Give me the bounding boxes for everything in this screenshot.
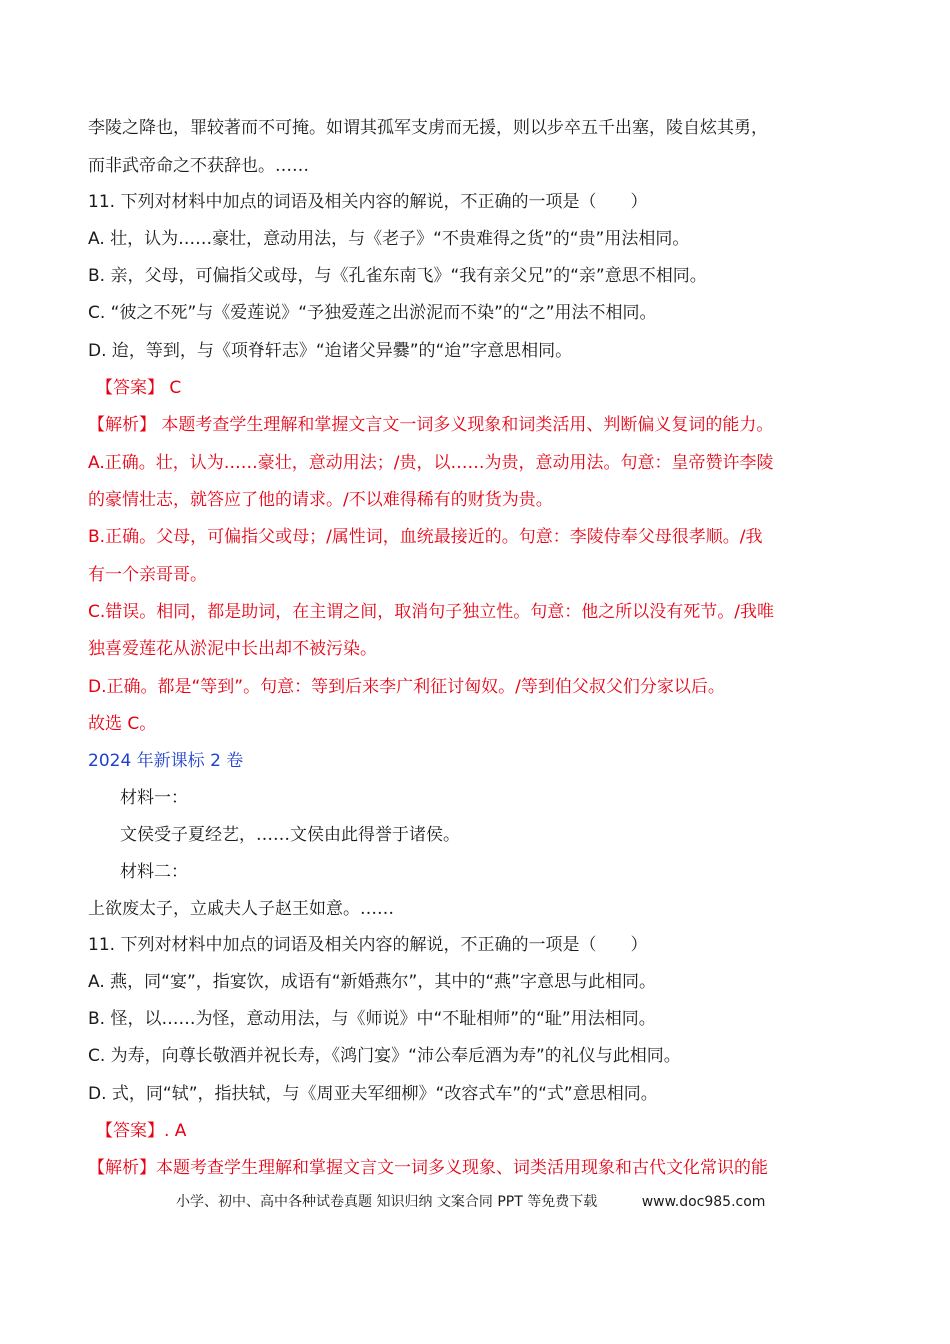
material-label: 材料一： [120, 788, 188, 808]
answer-value: . A [164, 1121, 187, 1141]
explanation-a: 的豪情壮志，就答应了他的请求。/不以难得稀有的财货为贵。 [88, 490, 553, 510]
explanation-d: D.正确。都是“等到”。句意：等到后来李广利征讨匈奴。/等到伯父叔父们分家以后。 [88, 677, 725, 697]
material-text: 上欲废太子，立戚夫人子赵王如意。…… [88, 899, 394, 919]
answer [96, 376, 876, 400]
option-c: C. 为寿，向尊长敬酒并祝长寿，《鸿门宴》“沛公奉卮酒为寿”的礼仪与此相同。 [88, 1046, 681, 1066]
analysis-label: 【解析】 [88, 415, 156, 435]
section-title: 2024 年新课标 2 卷 [88, 751, 244, 771]
passage-line: 李陵之降也，罪较著而不可掩。如谓其孤军支虏而无援，则以步卒五千出塞，陵自炫其勇， [88, 118, 768, 138]
answer-label: 【答案】 [96, 378, 164, 398]
answer-value: C [169, 378, 182, 398]
footer-url[interactable]: www.doc985.com [641, 1194, 766, 1210]
explanation-a: A.正确。壮，认为……豪壮，意动用法；/贵，以……为贵，意动用法。句意：皇帝赞许李陵 [88, 453, 774, 473]
conclusion: 故选 C。 [88, 714, 157, 734]
page-footer [176, 1192, 876, 1212]
footer-text: 小学、初中、高中各种试卷真题 知识归纳 文案合同 PPT 等免费下载 [176, 1194, 598, 1210]
option-a: A. 燕，同“宴”，指宴饮，成语有“新婚燕尔”，其中的“燕”字意思与此相同。 [88, 972, 656, 992]
explanation-c: C.错误。相同，都是助词，在主谓之间，取消句子独立性。句意：他之所以没有死节。/我唯 [88, 602, 774, 622]
explanation-b: 有一个亲哥哥。 [88, 565, 207, 585]
option-d: D. 式，同“轼”，指扶轼，与《周亚夫军细柳》“改容式车”的“式”意思相同。 [88, 1084, 658, 1104]
option-d: D. 迨，等到，与《项脊轩志》“迨诸父异爨”的“迨”字意思相同。 [88, 341, 573, 361]
option-a: A. 壮，认为……豪壮，意动用法，与《老子》“不贵难得之货”的“贵”用法相同。 [88, 229, 690, 249]
analysis-label: 【解析】 [88, 1158, 156, 1178]
material-text: 文侯受子夏经艺，……文侯由此得誉于诸侯。 [120, 825, 460, 845]
answer-label: 【答案】 [96, 1121, 164, 1141]
question-stem: 11. 下列对材料中加点的词语及相关内容的解说，不正确的一项是（ ） [88, 935, 648, 955]
question-stem: 11. 下列对材料中加点的词语及相关内容的解说，不正确的一项是（ ） [88, 192, 648, 212]
analysis-intro: 【解析】本题考查学生理解和掌握文言文一词多义现象、词类活用现象和古代文化常识的能 [88, 1158, 768, 1178]
option-b: B. 亲，父母，可偏指父或母，与《孔雀东南飞》“我有亲父兄”的“亲”意思不相同。 [88, 266, 707, 286]
option-b: B. 怪，以……为怪，意动用法，与《师说》中“不耻相师”的“耻”用法相同。 [88, 1009, 656, 1029]
material-label: 材料二： [120, 862, 188, 882]
explanation-c: 独喜爱莲花从淤泥中长出却不被污染。 [88, 639, 377, 659]
explanation-b: B.正确。父母，可偏指父或母；/属性词，血统最接近的。句意：李陵侍奉父母很孝顺。/我 [88, 527, 763, 547]
analysis-intro: 【解析】 本题考查学生理解和掌握文言文一词多义现象和词类活用、判断偏义复词的能力。 [88, 415, 774, 435]
option-c: C. “彼之不死”与《爱莲说》“予独爱莲之出淤泥而不染”的“之”用法不相同。 [88, 303, 657, 323]
answer [96, 1119, 876, 1143]
passage-line: 而非武帝命之不获辞也。…… [88, 156, 309, 176]
